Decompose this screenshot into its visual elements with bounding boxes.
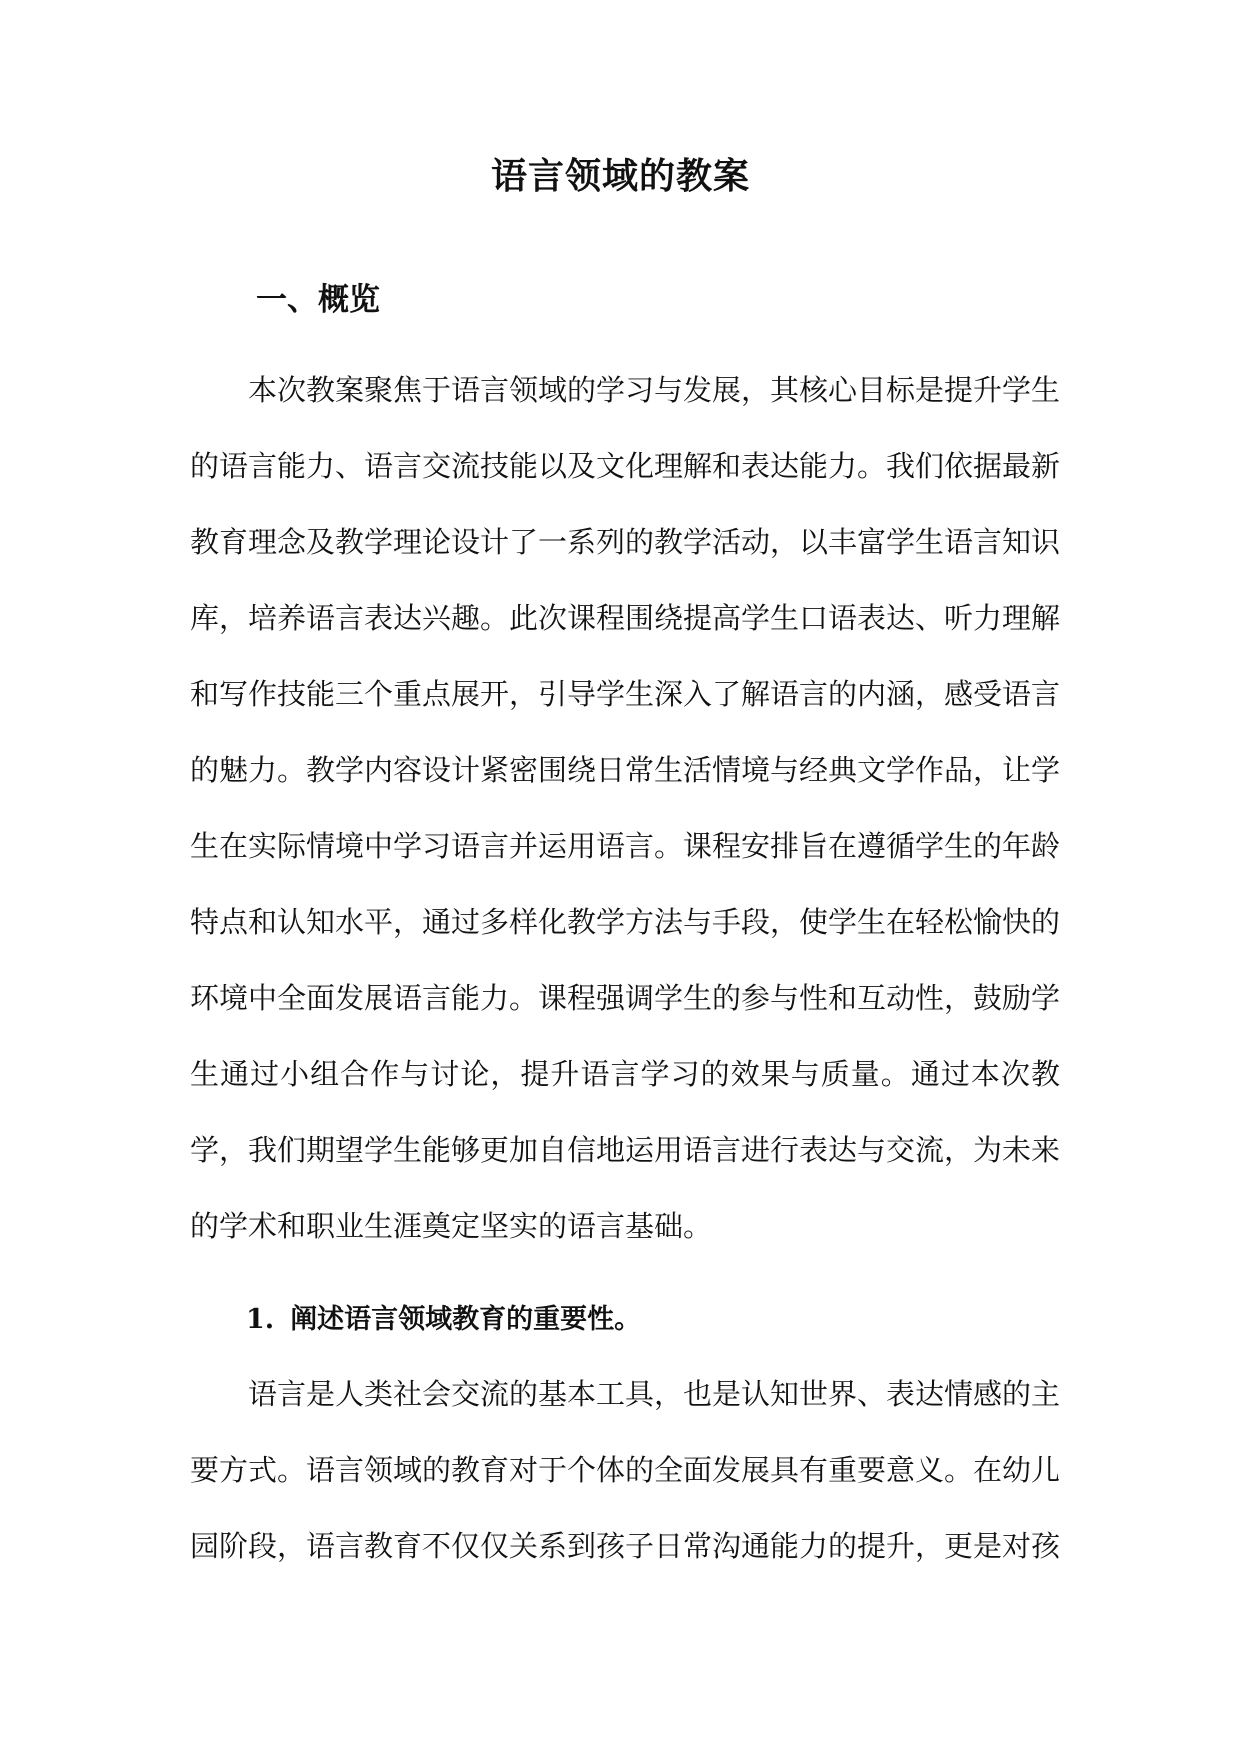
overview-paragraph: 本次教案聚焦于语言领域的学习与发展，其核心目标是提升学生的语言能力、语言交流技能以及文化理解和表达能力。我们依据最新教育理念及教学理论设计了一系列的教学活动，以丰富学生语言知识库，培养语言表达兴趣。此次课程围绕提高学生口语表达、听力理解和写作技能三个重点展开，引导学生深入了解语言的内涵，感受语言的魅力。教学内容设计紧密围绕日常生活情境与经典文学作品，让学生在实际情境中学习语言并运用语言。课程安排旨在遵循学生的年龄特点和认知水平，通过多样化教学方法与手段，使学生在轻松愉快的环境中全面发展语言能力。课程强调学生的参与性和互动性，鼓励学生通过小组合作与讨论，提升语言学习的效果与质量。通过本次教学，我们期望学生能够更加自信地运用语言进行表达与交流，为未来的学术和职业生涯奠定坚实的语言基础。 — [190, 373, 1061, 1243]
item-heading-text: 阐述语言领域教育的重要性。 — [290, 1304, 642, 1335]
section-heading-overview: 一、概览 — [256, 282, 380, 318]
item-paragraph: 语言是人类社会交流的基本工具，也是认知世界、表达情感的主要方式。语言领域的教育对于个体的全面发展具有重要意义。在幼儿园阶段，语言教育不仅仅关系到孩子日常沟通能力的提升，更是对孩 — [190, 1377, 1061, 1563]
document-title: 语言领域的教案 — [490, 155, 750, 197]
item-number: 1. — [246, 1304, 275, 1335]
item-heading — [246, 1300, 641, 1340]
